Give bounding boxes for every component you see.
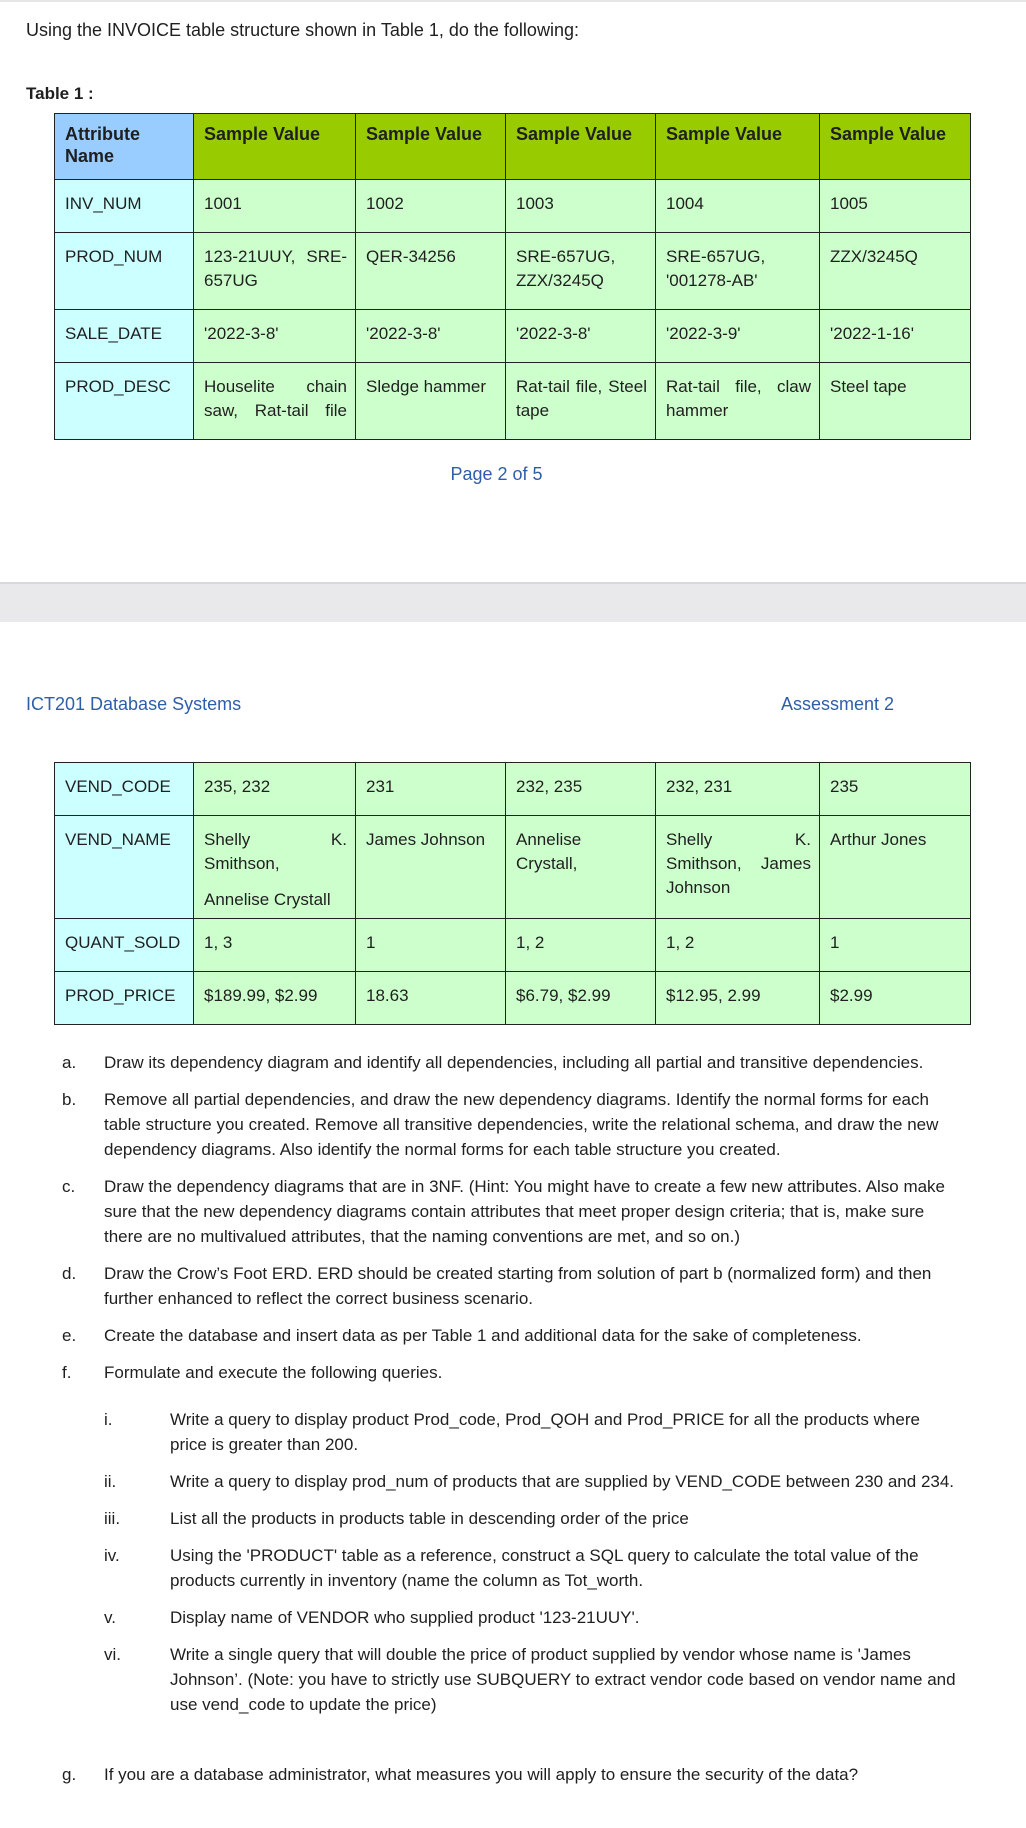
table-cell: 1, 2 [506, 919, 656, 972]
table-row [55, 233, 971, 310]
table-cell: $189.99, $2.99 [194, 972, 356, 1025]
query-text: Display name of VENDOR who supplied product '123-21UUY'. [170, 1608, 640, 1627]
task-text: Formulate and execute the following queries. [104, 1363, 443, 1382]
page-top-edge [0, 0, 1026, 2]
table-row [55, 363, 971, 440]
table-cell [194, 816, 356, 919]
table-cell: $12.95, 2.99 [656, 972, 820, 1025]
table-cell: 1003 [506, 180, 656, 233]
row-label: QUANT_SOLD [55, 919, 194, 972]
row-label: SALE_DATE [55, 310, 194, 363]
table-cell: 1005 [820, 180, 971, 233]
task-marker: c. [62, 1177, 76, 1196]
table-cell: '2022-3-9' [656, 310, 820, 363]
table-cell: SRE-657UG, ZZX/3245Q [506, 233, 656, 310]
invoice-table [54, 113, 971, 440]
task-text: Remove all partial dependencies, and draw the new dependency diagrams. Identify the normal forms for each table structure you created. Remove all transitive dependencies, write the relational schema, and draw the new dependency diagrams. Also identify the normal forms for each table structure you created. [104, 1090, 939, 1159]
table-row [55, 763, 971, 816]
table-cell: SRE-657UG, '001278-AB' [656, 233, 820, 310]
table-cell: James Johnson [356, 816, 506, 919]
task-marker: b. [62, 1090, 77, 1109]
vend-name-line: Annelise Crystall [204, 890, 331, 909]
table-cell: $2.99 [820, 972, 971, 1025]
intro-text: Using the INVOICE table structure shown in Table 1, do the following: [26, 20, 579, 40]
table-cell: 232, 235 [506, 763, 656, 816]
table-cell: '2022-3-8' [506, 310, 656, 363]
table-cell: 235 [820, 763, 971, 816]
table-cell: '2022-3-8' [194, 310, 356, 363]
task-marker: a. [62, 1053, 77, 1072]
table-row [55, 972, 971, 1025]
table-cell: '2022-1-16' [820, 310, 971, 363]
task-marker: e. [62, 1326, 77, 1345]
query-marker: iii. [104, 1509, 121, 1528]
query-text: Using the 'PRODUCT' table as a reference, construct a SQL query to calculate the total value of the products currently in inventory (name the column as Tot_worth. [170, 1546, 919, 1590]
task-item [54, 1261, 964, 1311]
header-sample-value: Sample Value [506, 114, 656, 180]
course-header: ICT201 Database Systems [26, 694, 242, 714]
task-item [54, 1050, 964, 1075]
table-cell: 18.63 [356, 972, 506, 1025]
cell-spacer [204, 876, 347, 888]
table-cell: '2022-3-8' [356, 310, 506, 363]
table-cell: 123-21UUY, SRE-657UG [194, 233, 356, 310]
query-text: List all the products in products table in descending order of the price [170, 1509, 689, 1528]
query-text: Write a single query that will double the price of product supplied by vendor whose name is 'James Johnson’. (Note: you have to strictly use SUBQUERY to extract vendor code based on vendor name and use vend_code to update the price) [170, 1645, 956, 1714]
task-item [54, 1360, 964, 1385]
row-label: PROD_DESC [55, 363, 194, 440]
query-list [100, 1407, 956, 1729]
header-sample-value: Sample Value [356, 114, 506, 180]
table-cell: Shelly K. Smithson, James Johnson [656, 816, 820, 919]
row-label: PROD_PRICE [55, 972, 194, 1025]
table-row [55, 919, 971, 972]
table-row [55, 310, 971, 363]
table-cell: 1001 [194, 180, 356, 233]
row-label: VEND_NAME [55, 816, 194, 919]
query-marker: v. [104, 1608, 116, 1627]
task-marker: g. [62, 1765, 77, 1784]
table-cell: 1 [356, 919, 506, 972]
task-item [54, 1087, 964, 1162]
query-item [100, 1642, 956, 1717]
assessment-header: Assessment 2 [781, 694, 895, 714]
task-text: Draw the dependency diagrams that are in 3NF. (Hint: You might have to create a few new attributes. Also make sure that the new dependency diagrams contain attributes that meet proper design criteria; that is, make sure there are no multivalued attributes, that the naming conventions are met, and so on.) [104, 1177, 946, 1246]
table-cell: Sledge hammer [356, 363, 506, 440]
table-cell: Annelise Crystall, [506, 816, 656, 919]
table-caption: Table 1 : [26, 84, 94, 103]
table-cell: 1, 3 [194, 919, 356, 972]
query-marker: vi. [104, 1645, 121, 1664]
query-item [100, 1605, 956, 1630]
task-text: Draw the Crow’s Foot ERD. ERD should be created starting from solution of part b (normalized form) and then further enhanced to reflect the correct business scenario. [104, 1264, 932, 1308]
task-item [54, 1323, 964, 1348]
query-marker: iv. [104, 1546, 120, 1565]
header-sample-value: Sample Value [820, 114, 971, 180]
table-cell: Steel tape [820, 363, 971, 440]
task-list [54, 1050, 964, 1397]
table-cell: Rat-tail file, claw hammer [656, 363, 820, 440]
table-cell: $6.79, $2.99 [506, 972, 656, 1025]
table-cell: 235, 232 [194, 763, 356, 816]
table-cell: 231 [356, 763, 506, 816]
table-cell: Rat-tail file, Steel tape [506, 363, 656, 440]
table-cell: Houselite chain saw, Rat-tail file [194, 363, 356, 440]
query-item [100, 1543, 956, 1593]
task-text: If you are a database administrator, what measures you will apply to ensure the security of the data? [104, 1765, 859, 1784]
row-label: INV_NUM [55, 180, 194, 233]
header-sample-value: Sample Value [656, 114, 820, 180]
table-cell: 1, 2 [656, 919, 820, 972]
table-cell: ZZX/3245Q [820, 233, 971, 310]
header-attribute-name: Attribute Name [55, 114, 194, 180]
query-item [100, 1506, 956, 1531]
table-cell: 1002 [356, 180, 506, 233]
table-row [55, 180, 971, 233]
task-marker: f. [62, 1363, 72, 1382]
table-cell: Arthur Jones [820, 816, 971, 919]
query-marker: ii. [104, 1472, 117, 1491]
task-text: Create the database and insert data as per Table 1 and additional data for the sake of completeness. [104, 1326, 862, 1345]
table-cell: 1004 [656, 180, 820, 233]
task-item [54, 1174, 964, 1249]
query-item [100, 1469, 956, 1494]
query-text: Write a query to display product Prod_code, Prod_QOH and Prod_PRICE for all the products where price is greater than 200. [170, 1410, 920, 1454]
final-task [54, 1762, 964, 1799]
table-header-row [55, 114, 971, 180]
task-text: Draw its dependency diagram and identify all dependencies, including all partial and transitive dependencies. [104, 1053, 924, 1072]
table-cell: QER-34256 [356, 233, 506, 310]
page-break [0, 584, 1026, 622]
row-label: PROD_NUM [55, 233, 194, 310]
header-sample-value: Sample Value [194, 114, 356, 180]
vend-name-line: Shelly K. Smithson, [204, 830, 347, 873]
invoice-table-continued [54, 762, 971, 1025]
table-row [55, 816, 971, 919]
table-cell: 232, 231 [656, 763, 820, 816]
task-item [54, 1762, 964, 1787]
query-item [100, 1407, 956, 1457]
page-number: Page 2 of 5 [450, 464, 543, 484]
query-text: Write a query to display prod_num of products that are supplied by VEND_CODE between 230 and 234. [170, 1472, 955, 1491]
table-cell: 1 [820, 919, 971, 972]
query-marker: i. [104, 1410, 113, 1429]
row-label: VEND_CODE [55, 763, 194, 816]
task-marker: d. [62, 1264, 77, 1283]
